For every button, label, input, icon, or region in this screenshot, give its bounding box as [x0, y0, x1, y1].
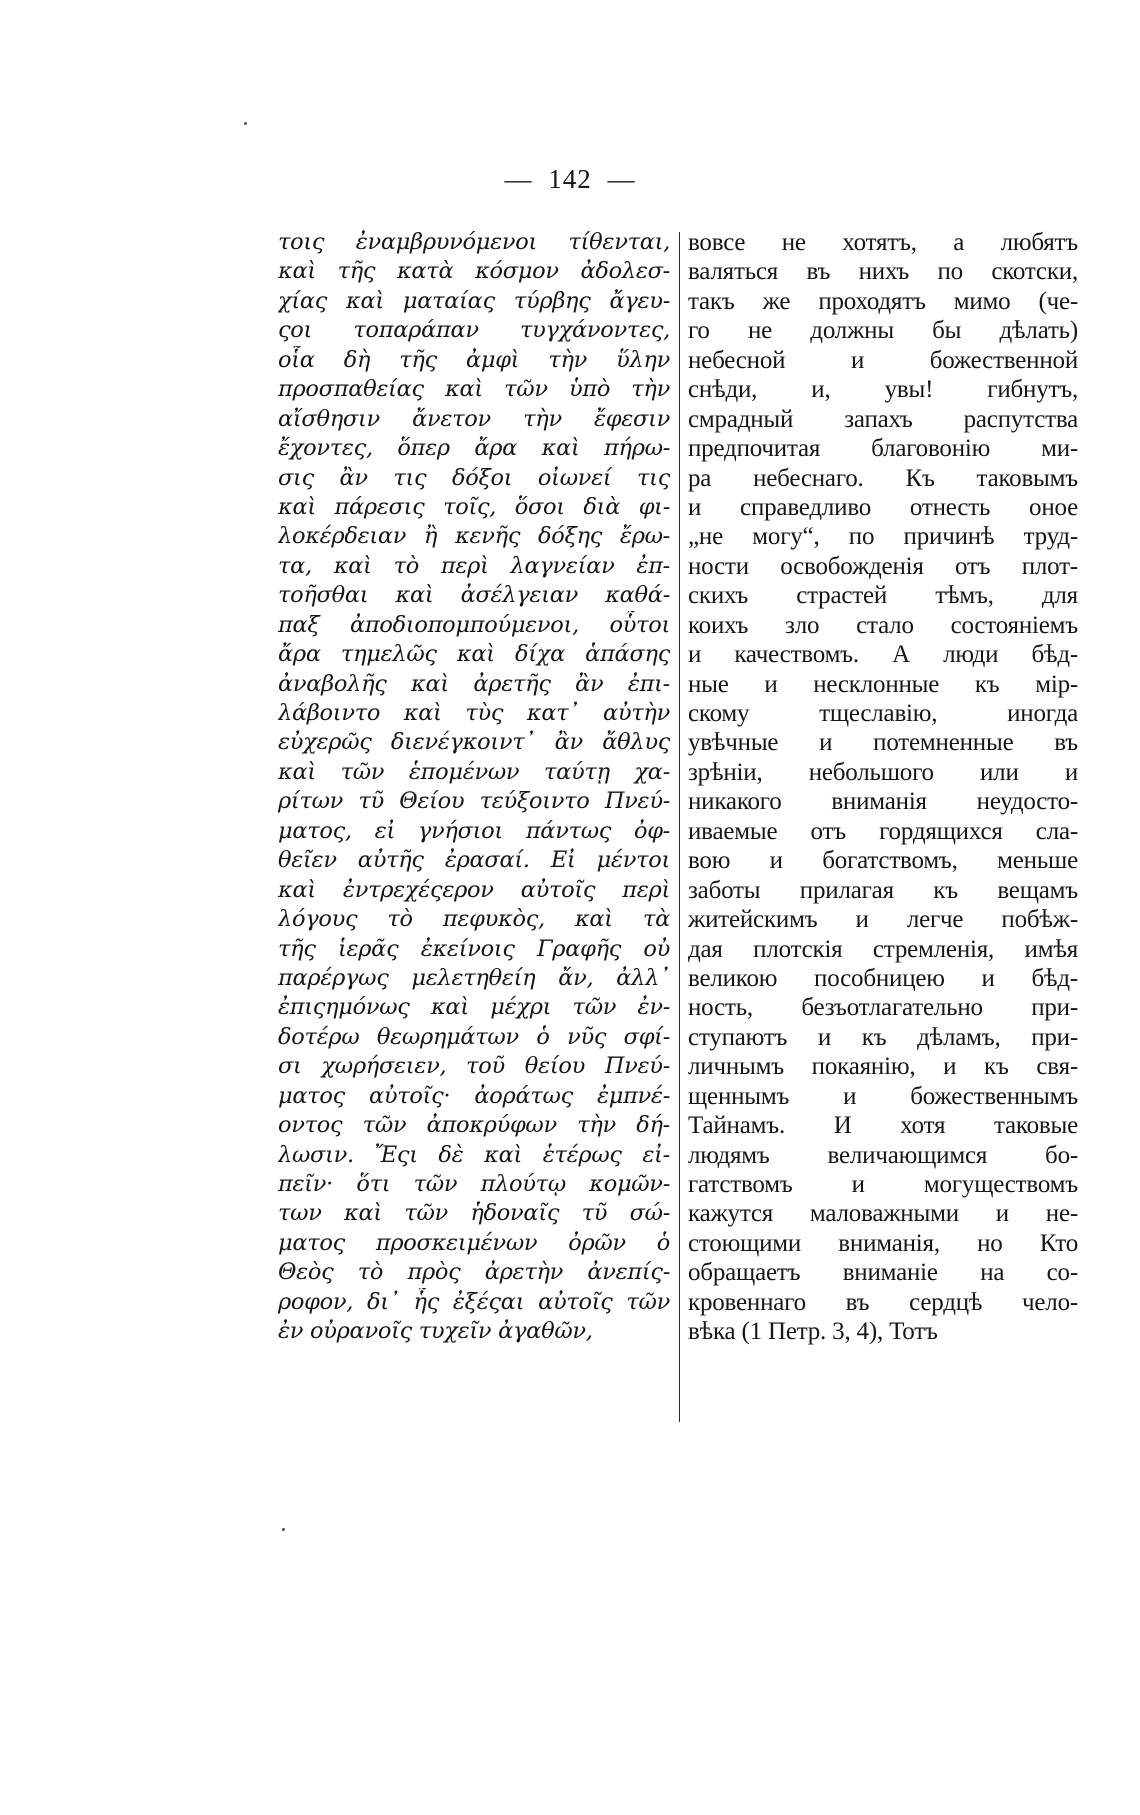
greek-text-line: δοτέρω θεωρημάτων ὁ νῦς σφί-	[278, 1023, 670, 1050]
greek-text-line: παρέργως μελετηθείη ἄν, ἀλλ᾽	[278, 964, 670, 991]
russian-text-line: снѣди, и, увы! гибнутъ,	[688, 376, 1078, 404]
greek-text-line: τῆς ἱερᾶς ἐκείνοις Γραφῆς οὐ	[278, 935, 670, 962]
greek-text-line: σι χωρήσειεν, τοῦ θείου Πνεύ-	[278, 1053, 670, 1080]
russian-text-line: и качествомъ. А люди бѣд-	[688, 641, 1078, 669]
greek-text-line: ρίτων τῦ Θείου τεύξοιντο Πνεύ-	[278, 788, 670, 815]
russian-text-line: заботы прилагая къ вещамъ	[688, 876, 1078, 904]
greek-text-line: σις ἂν τις δόξοι οἰωνεί τις	[278, 464, 670, 491]
russian-text-line: никакого вниманія неудосто-	[688, 788, 1078, 816]
russian-text-line: вою и богатствомъ, меньше	[688, 847, 1078, 875]
greek-text-line: λωσιν. Ἔςι δὲ καὶ ἑτέρως εἰ-	[278, 1141, 670, 1168]
greek-text-column	[278, 228, 670, 1347]
russian-text-line: житейскимъ и легче побѣж-	[688, 906, 1078, 934]
russian-text-line: дая плотскія стремленія, имѣя	[688, 935, 1078, 963]
russian-text-line: ступаютъ и къ дѣламъ, при-	[688, 1023, 1078, 1051]
russian-text-line: скихъ страстей тѣмъ, для	[688, 582, 1078, 610]
russian-text-line: вовсе не хотятъ, а любятъ	[688, 229, 1078, 256]
greek-text-line: οντος τῶν ἀποκρύφων τὴν δή-	[278, 1112, 670, 1139]
greek-text-line: αἴσθησιν ἄνετον τὴν ἔφεσιν	[278, 405, 670, 432]
greek-text-line: οἷα δὴ τῆς ἀμφὶ τὴν ὕλην	[278, 346, 670, 373]
greek-text-line: χίας καὶ ματαίας τύρβης ἄγευ-	[278, 287, 670, 314]
russian-text-line: валяться въ нихъ по скотски,	[688, 258, 1078, 286]
greek-text-line: των καὶ τῶν ἡδοναῖς τῦ σώ-	[278, 1200, 670, 1227]
russian-text-line: кажутся маловажными и не-	[688, 1200, 1078, 1228]
russian-text-line: гатствомъ и могуществомъ	[688, 1171, 1078, 1198]
greek-text-line: λάβοιντο καὶ τὺς κατ᾽ αὐτὴν	[278, 700, 670, 726]
russian-text-line: кровеннаго въ сердцѣ чело-	[688, 1288, 1078, 1316]
greek-text-line: καὶ πάρεσις τοῖς, ὅσοι διὰ φι-	[278, 493, 670, 520]
scan-speck	[282, 1528, 285, 1531]
russian-text-line: го не должны бы дѣлать)	[688, 317, 1078, 345]
russian-text-line: и справедливо отнесть оное	[688, 493, 1078, 521]
russian-text-line: коихъ зло стало состояніемъ	[688, 611, 1078, 639]
russian-text-column	[688, 228, 1078, 1347]
greek-text-line: ματος αὐτοῖς· ἀοράτως ἐμπνέ-	[278, 1082, 670, 1109]
greek-text-line: παξ ἀποδιοπομπούμενοι, οὗτοι	[278, 611, 670, 638]
greek-text-line: λοκέρδειαν ἢ κενῆς δόξης ἔρω-	[278, 523, 670, 550]
russian-text-line: увѣчные и потемненные въ	[688, 729, 1078, 757]
greek-text-line: ματος, εἰ γνήσιοι πάντως ὀφ-	[278, 817, 670, 844]
russian-text-line: ность, безъотлагательно при-	[688, 994, 1078, 1022]
greek-text-line: τοις ἐναμβρυνόμενοι τίθενται,	[278, 229, 670, 255]
russian-text-line: „не могу“, по причинѣ труд-	[688, 523, 1078, 551]
russian-text-line: стоющими вниманія, но Кто	[688, 1229, 1078, 1257]
russian-text-line: ные и несклонные къ мір-	[688, 670, 1078, 698]
russian-text-line: скому тщеславію, иногда	[688, 700, 1078, 727]
page-number-dash-left: —	[504, 164, 533, 194]
russian-text-line: иваемые отъ гордящихся сла-	[688, 817, 1078, 845]
greek-text-line: ἔχοντες, ὅπερ ἄρα καὶ πήρω-	[278, 435, 670, 462]
russian-text-line: небесной и божественной	[688, 346, 1078, 374]
greek-text-line: καὶ τῶν ἑπομένων ταύτῃ χα-	[278, 758, 670, 785]
greek-text-line: τοῆσθαι καὶ ἀσέλγειαν καθά-	[278, 582, 670, 609]
greek-text-line: εὐχερῶς διενέγκοιντ᾽ ἂν ἄθλυς	[278, 729, 670, 756]
greek-text-line: καὶ ἐντρεχέςερον αὐτοῖς περὶ	[278, 876, 670, 903]
russian-text-line: такъ же проходятъ мимо (че-	[688, 287, 1078, 315]
column-divider	[679, 232, 680, 1422]
russian-text-line: ности освобожденія отъ плот-	[688, 552, 1078, 580]
page-number	[0, 164, 1140, 195]
greek-text-line: λόγους τὸ πεφυκὸς, καὶ τὰ	[278, 906, 670, 933]
greek-text-line: τα, καὶ τὸ περὶ λαγνείαν ἐπ-	[278, 552, 670, 579]
russian-text-line: щеннымъ и божественнымъ	[688, 1082, 1078, 1110]
greek-text-line: θεῖεν αὐτῆς ἐρασαί. Εἰ μέντοι	[278, 847, 670, 874]
russian-text-line: ра небеснаго. Къ таковымъ	[688, 464, 1078, 492]
russian-text-line: Тайнамъ. И хотя таковые	[688, 1112, 1078, 1140]
russian-text-line: обращаетъ вниманіе на со-	[688, 1259, 1078, 1287]
greek-text-line: προσπαθείας καὶ τῶν ὑπὸ τὴν	[278, 376, 670, 403]
greek-text-line: πεῖν· ὅτι τῶν πλούτῳ κομῶν-	[278, 1171, 670, 1197]
russian-text-line: личнымъ покаянію, и къ свя-	[688, 1053, 1078, 1081]
russian-text-line: великою пособницею и бѣд-	[688, 964, 1078, 992]
greek-text-line: ἀναβολῆς καὶ ἀρετῆς ἂν ἐπι-	[278, 670, 670, 697]
greek-text-line: ἐν οὐρανοῖς τυχεῖν ἀγαθῶν,	[278, 1318, 593, 1345]
russian-text-line: людямъ величающимся бо-	[688, 1141, 1078, 1169]
scan-speck	[244, 122, 247, 125]
greek-text-line: ςοι τοπαράπαν τυγχάνοντες,	[278, 317, 670, 344]
greek-text-line: Θεὸς τὸ πρὸς ἀρετὴν ἀνεπίς-	[278, 1259, 670, 1286]
greek-text-line: ροφον, δι᾽ ἧς ἐξέςαι αὐτοῖς τῶν	[278, 1288, 670, 1315]
greek-text-line: ἄρα τημελῶς καὶ δίχα ἁπάσης	[278, 641, 670, 668]
greek-text-line: καὶ τῆς κατὰ κόσμον ἀδολεσ-	[278, 258, 670, 285]
page-number-dash-right: —	[607, 164, 636, 194]
russian-text-line: предпочитая благовонію ми-	[688, 435, 1078, 463]
greek-text-line: ἐπιςημόνως καὶ μέχρι τῶν ἐν-	[278, 994, 670, 1021]
page-number-value: 142	[548, 164, 592, 194]
russian-text-line: смрадный запахъ распутства	[688, 405, 1078, 433]
russian-text-line: зрѣніи, небольшого или и	[688, 758, 1078, 786]
greek-text-line: ματος προσκειμένων ὀρῶν ὁ	[278, 1229, 670, 1256]
russian-text-line: вѣка (1 Петр. 3, 4), Тотъ	[688, 1318, 938, 1346]
